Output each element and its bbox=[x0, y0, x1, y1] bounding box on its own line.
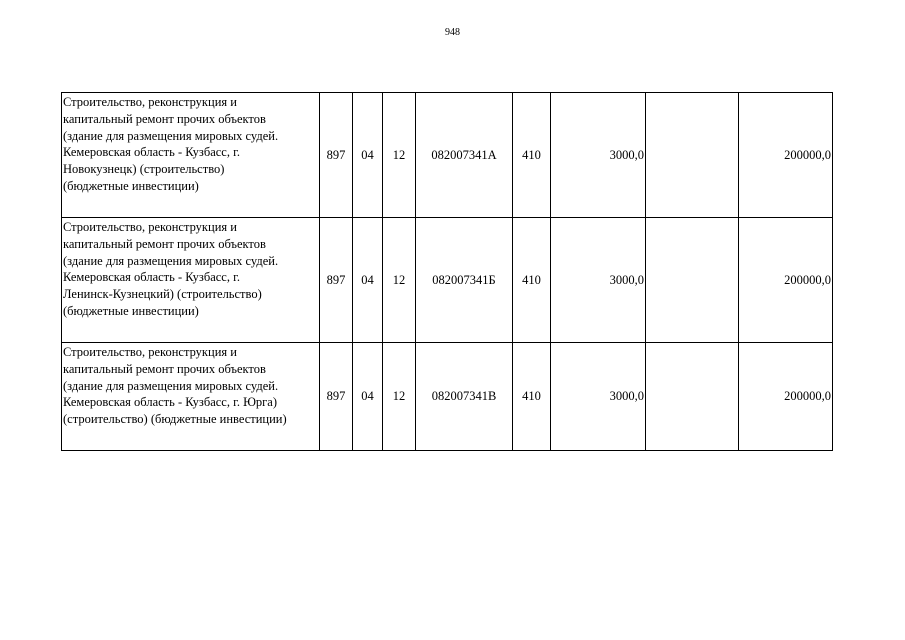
amount-1: 3000,0 bbox=[551, 218, 646, 343]
amount-1: 3000,0 bbox=[551, 343, 646, 451]
amount-1: 3000,0 bbox=[551, 93, 646, 218]
ministry-code: 897 bbox=[320, 93, 353, 218]
expense-type-code: 410 bbox=[513, 343, 551, 451]
subsection-code: 12 bbox=[383, 218, 416, 343]
expense-type-code: 410 bbox=[513, 218, 551, 343]
amount-2 bbox=[646, 343, 739, 451]
target-article-code: 082007341Б bbox=[416, 218, 513, 343]
amount-3: 200000,0 bbox=[739, 343, 833, 451]
table-row bbox=[62, 218, 833, 343]
page-number: 948 bbox=[445, 27, 460, 38]
row-description: Строительство, реконструкция и капитальный ремонт прочих объектов (здание для размещения мировых судей. Кемеровская область - Кузбасс, г. Юрга) (строительство) (бюджетные инвестиции) bbox=[62, 343, 320, 451]
ministry-code: 897 bbox=[320, 343, 353, 451]
amount-2 bbox=[646, 93, 739, 218]
row-description: Строительство, реконструкция и капитальный ремонт прочих объектов (здание для размещения мировых судей. Кемеровская область - Кузбасс, г. Ленинск-Кузнецкий) (строительство) (бюджетные инвестиции) bbox=[62, 218, 320, 343]
amount-3: 200000,0 bbox=[739, 218, 833, 343]
section-code: 04 bbox=[353, 93, 383, 218]
table-row bbox=[62, 343, 833, 451]
subsection-code: 12 bbox=[383, 93, 416, 218]
section-code: 04 bbox=[353, 218, 383, 343]
target-article-code: 082007341В bbox=[416, 343, 513, 451]
table-row bbox=[62, 93, 833, 218]
target-article-code: 082007341А bbox=[416, 93, 513, 218]
expense-type-code: 410 bbox=[513, 93, 551, 218]
ministry-code: 897 bbox=[320, 218, 353, 343]
amount-2 bbox=[646, 218, 739, 343]
subsection-code: 12 bbox=[383, 343, 416, 451]
budget-table bbox=[61, 92, 833, 451]
section-code: 04 bbox=[353, 343, 383, 451]
row-description: Строительство, реконструкция и капитальный ремонт прочих объектов (здание для размещения мировых судей. Кемеровская область - Кузбасс, г. Новокузнецк) (строительство) (бюджетные инвестиции) bbox=[62, 93, 320, 218]
amount-3: 200000,0 bbox=[739, 93, 833, 218]
